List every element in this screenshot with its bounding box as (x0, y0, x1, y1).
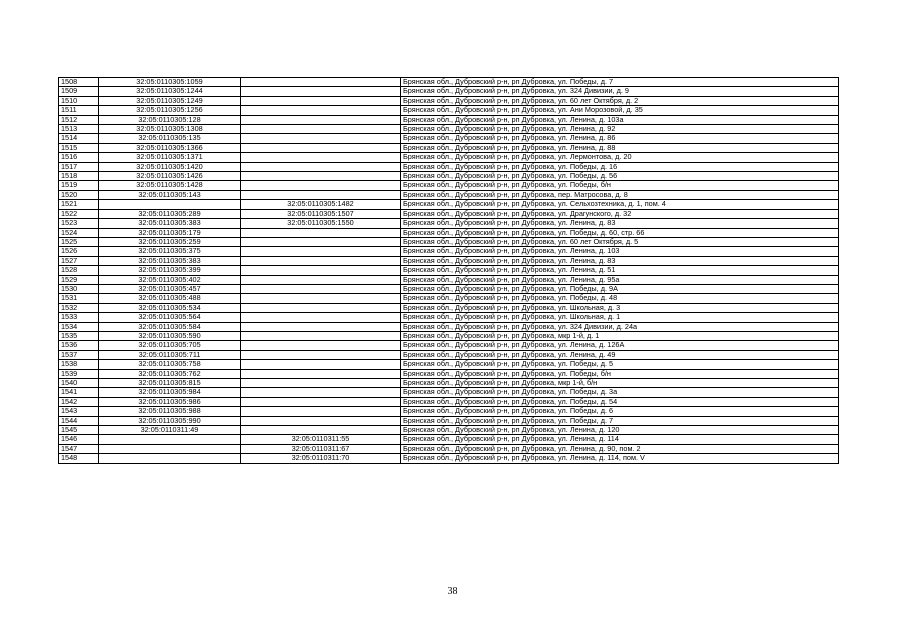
row-number-cell: 1544 (59, 416, 99, 425)
address-cell: Брянская обл., Дубровский р-н, рп Дубровка, ул. Победы, д. 7 (401, 78, 839, 87)
cadastral-number-cell: 32:05:0110305:457 (99, 284, 241, 293)
cadastral-number-cell: 32:05:0110305:1059 (99, 78, 241, 87)
cadastral-number-cell: 32:05:0110305:1426 (99, 172, 241, 181)
cadastral-number-cell: 32:05:0110305:534 (99, 303, 241, 312)
row-number-cell: 1510 (59, 96, 99, 105)
address-cell: Брянская обл., Дубровский р-н, рп Дубровка, ул. Победы, д. 54 (401, 397, 839, 406)
row-number-cell: 1515 (59, 143, 99, 152)
related-cadastral-number-cell (241, 172, 401, 181)
table-row (59, 388, 839, 397)
table-row (59, 407, 839, 416)
table-row (59, 87, 839, 96)
table-row (59, 162, 839, 171)
registry-table-body (59, 78, 839, 464)
table-row (59, 143, 839, 152)
table-row (59, 134, 839, 143)
row-number-cell: 1523 (59, 219, 99, 228)
row-number-cell: 1546 (59, 435, 99, 444)
cadastral-number-cell (99, 435, 241, 444)
cadastral-number-cell: 32:05:0110305:1371 (99, 153, 241, 162)
cadastral-number-cell: 32:05:0110305:986 (99, 397, 241, 406)
address-cell: Брянская обл., Дубровский р-н, рп Дубровка, ул. 60 лет Октября, д. 5 (401, 237, 839, 246)
address-cell: Брянская обл., Дубровский р-н, рп Дубровка, ул. Победы, д. 3а (401, 388, 839, 397)
cadastral-number-cell: 32:05:0110305:135 (99, 134, 241, 143)
address-cell: Брянская обл., Дубровский р-н, рп Дубровка, пер. Матросова, д. 8 (401, 190, 839, 199)
related-cadastral-number-cell (241, 181, 401, 190)
related-cadastral-number-cell (241, 247, 401, 256)
address-cell: Брянская обл., Дубровский р-н, рп Дубровка, ул. Победы, д. 9А (401, 284, 839, 293)
table-row (59, 379, 839, 388)
address-cell: Брянская обл., Дубровский р-н, рп Дубровка, ул. Школьная, д. 3 (401, 303, 839, 312)
row-number-cell: 1518 (59, 172, 99, 181)
row-number-cell: 1541 (59, 388, 99, 397)
related-cadastral-number-cell (241, 294, 401, 303)
row-number-cell: 1525 (59, 237, 99, 246)
address-cell: Брянская обл., Дубровский р-н, рп Дубровка, ул. Ленина, д. 83 (401, 256, 839, 265)
cadastral-number-cell: 32:05:0110305:402 (99, 275, 241, 284)
row-number-cell: 1516 (59, 153, 99, 162)
address-cell: Брянская обл., Дубровский р-н, рп Дубровка, ул. Драгунского, д. 32 (401, 209, 839, 218)
table-row (59, 228, 839, 237)
row-number-cell: 1545 (59, 426, 99, 435)
related-cadastral-number-cell: 32:05:0110311:70 (241, 454, 401, 463)
related-cadastral-number-cell (241, 96, 401, 105)
cadastral-number-cell: 32:05:0110305:488 (99, 294, 241, 303)
related-cadastral-number-cell (241, 426, 401, 435)
cadastral-number-cell: 32:05:0110311:49 (99, 426, 241, 435)
related-cadastral-number-cell (241, 115, 401, 124)
row-number-cell: 1519 (59, 181, 99, 190)
row-number-cell: 1520 (59, 190, 99, 199)
table-row (59, 426, 839, 435)
cadastral-number-cell: 32:05:0110305:984 (99, 388, 241, 397)
related-cadastral-number-cell (241, 313, 401, 322)
cadastral-number-cell: 32:05:0110305:375 (99, 247, 241, 256)
related-cadastral-number-cell (241, 162, 401, 171)
cadastral-number-cell: 32:05:0110305:259 (99, 237, 241, 246)
row-number-cell: 1542 (59, 397, 99, 406)
address-cell: Брянская обл., Дубровский р-н, рп Дубровка, ул. Ленина, д. 90, пом. 2 (401, 444, 839, 453)
related-cadastral-number-cell: 32:05:0110305:1482 (241, 200, 401, 209)
cadastral-number-cell: 32:05:0110305:705 (99, 341, 241, 350)
related-cadastral-number-cell (241, 360, 401, 369)
table-row (59, 190, 839, 199)
table-row (59, 247, 839, 256)
table-row (59, 275, 839, 284)
address-cell: Брянская обл., Дубровский р-н, рп Дубровка, ул. Победы, б/н (401, 369, 839, 378)
table-row (59, 322, 839, 331)
related-cadastral-number-cell (241, 125, 401, 134)
address-cell: Брянская обл., Дубровский р-н, рп Дубровка, ул. Ленина, д. 49 (401, 350, 839, 359)
address-cell: Брянская обл., Дубровский р-н, рп Дубровка, ул. Лермонтова, д. 20 (401, 153, 839, 162)
related-cadastral-number-cell (241, 275, 401, 284)
related-cadastral-number-cell (241, 331, 401, 340)
cadastral-number-cell: 32:05:0110305:1428 (99, 181, 241, 190)
row-number-cell: 1512 (59, 115, 99, 124)
table-row (59, 153, 839, 162)
address-cell: Брянская обл., Дубровский р-н, рп Дубровка, ул. Ленина, д. 51 (401, 266, 839, 275)
related-cadastral-number-cell (241, 190, 401, 199)
table-row (59, 444, 839, 453)
table-row (59, 209, 839, 218)
address-cell: Брянская обл., Дубровский р-н, рп Дубровка, ул. Победы, б/н (401, 181, 839, 190)
related-cadastral-number-cell (241, 284, 401, 293)
table-row (59, 219, 839, 228)
related-cadastral-number-cell (241, 106, 401, 115)
address-cell: Брянская обл., Дубровский р-н, рп Дубровка, ул. Ленина, д. 83 (401, 219, 839, 228)
row-number-cell: 1508 (59, 78, 99, 87)
row-number-cell: 1517 (59, 162, 99, 171)
table-row (59, 115, 839, 124)
address-cell: Брянская обл., Дубровский р-н, рп Дубровка, ул. Ленина, д. 103а (401, 115, 839, 124)
address-cell: Брянская обл., Дубровский р-н, рп Дубровка, ул. Ленина, д. 114, пом. V (401, 454, 839, 463)
cadastral-number-cell: 32:05:0110305:758 (99, 360, 241, 369)
cadastral-number-cell: 32:05:0110305:143 (99, 190, 241, 199)
related-cadastral-number-cell (241, 322, 401, 331)
cadastral-number-cell: 32:05:0110305:1244 (99, 87, 241, 96)
cadastral-number-cell: 32:05:0110305:1366 (99, 143, 241, 152)
row-number-cell: 1547 (59, 444, 99, 453)
table-row (59, 125, 839, 134)
table-row (59, 350, 839, 359)
related-cadastral-number-cell (241, 87, 401, 96)
address-cell: Брянская обл., Дубровский р-н, рп Дубровка, ул. Сельхозтехника, д. 1, пом. 4 (401, 200, 839, 209)
table-row (59, 256, 839, 265)
row-number-cell: 1534 (59, 322, 99, 331)
related-cadastral-number-cell: 32:05:0110305:1507 (241, 209, 401, 218)
row-number-cell: 1548 (59, 454, 99, 463)
cadastral-registry-table (58, 77, 839, 464)
cadastral-number-cell: 32:05:0110305:128 (99, 115, 241, 124)
table-row (59, 435, 839, 444)
table-row (59, 416, 839, 425)
table-row (59, 200, 839, 209)
address-cell: Брянская обл., Дубровский р-н, рп Дубровка, ул. Ленина, д. 126А (401, 341, 839, 350)
cadastral-number-cell: 32:05:0110305:399 (99, 266, 241, 275)
cadastral-number-cell: 32:05:0110305:990 (99, 416, 241, 425)
row-number-cell: 1524 (59, 228, 99, 237)
page-number: 38 (447, 586, 458, 597)
table-row (59, 237, 839, 246)
row-number-cell: 1514 (59, 134, 99, 143)
row-number-cell: 1532 (59, 303, 99, 312)
address-cell: Брянская обл., Дубровский р-н, рп Дубровка, ул. Победы, д. 7 (401, 416, 839, 425)
cadastral-number-cell: 32:05:0110305:711 (99, 350, 241, 359)
related-cadastral-number-cell (241, 134, 401, 143)
address-cell: Брянская обл., Дубровский р-н, рп Дубровка, ул. Ленина, д. 103 (401, 247, 839, 256)
address-cell: Брянская обл., Дубровский р-н, рп Дубровка, ул. 60 лет Октября, д. 2 (401, 96, 839, 105)
row-number-cell: 1529 (59, 275, 99, 284)
related-cadastral-number-cell (241, 397, 401, 406)
row-number-cell: 1521 (59, 200, 99, 209)
address-cell: Брянская обл., Дубровский р-н, рп Дубровка, ул. Победы, д. 56 (401, 172, 839, 181)
address-cell: Брянская обл., Дубровский р-н, рп Дубровка, ул. Победы, д. 60, стр. 66 (401, 228, 839, 237)
row-number-cell: 1536 (59, 341, 99, 350)
address-cell: Брянская обл., Дубровский р-н, рп Дубровка, мкр 1-й, д. 1 (401, 331, 839, 340)
address-cell: Брянская обл., Дубровский р-н, рп Дубровка, ул. Победы, д. 6 (401, 407, 839, 416)
row-number-cell: 1511 (59, 106, 99, 115)
cadastral-number-cell: 32:05:0110305:179 (99, 228, 241, 237)
address-cell: Брянская обл., Дубровский р-н, рп Дубровка, ул. 324 Дивизии, д. 24а (401, 322, 839, 331)
table-row (59, 181, 839, 190)
address-cell: Брянская обл., Дубровский р-н, рп Дубровка, ул. Победы, д. 16 (401, 162, 839, 171)
related-cadastral-number-cell: 32:05:0110305:1550 (241, 219, 401, 228)
table-row (59, 294, 839, 303)
cadastral-number-cell: 32:05:0110305:1256 (99, 106, 241, 115)
related-cadastral-number-cell (241, 256, 401, 265)
related-cadastral-number-cell (241, 369, 401, 378)
table-row (59, 266, 839, 275)
address-cell: Брянская обл., Дубровский р-н, рп Дубровка, ул. Ленина, д. 120 (401, 426, 839, 435)
address-cell: Брянская обл., Дубровский р-н, рп Дубровка, ул. Ленина, д. 86 (401, 134, 839, 143)
table-row (59, 360, 839, 369)
related-cadastral-number-cell: 32:05:0110311:55 (241, 435, 401, 444)
table-row (59, 284, 839, 293)
address-cell: Брянская обл., Дубровский р-н, рп Дубровка, ул. Ленина, д. 92 (401, 125, 839, 134)
related-cadastral-number-cell (241, 228, 401, 237)
address-cell: Брянская обл., Дубровский р-н, рп Дубровка, ул. 324 Дивизии, д. 9 (401, 87, 839, 96)
row-number-cell: 1513 (59, 125, 99, 134)
related-cadastral-number-cell (241, 407, 401, 416)
row-number-cell: 1526 (59, 247, 99, 256)
table-row (59, 341, 839, 350)
table-row (59, 397, 839, 406)
row-number-cell: 1528 (59, 266, 99, 275)
address-cell: Брянская обл., Дубровский р-н, рп Дубровка, ул. Победы, д. 5 (401, 360, 839, 369)
row-number-cell: 1509 (59, 87, 99, 96)
related-cadastral-number-cell (241, 266, 401, 275)
cadastral-number-cell: 32:05:0110305:1308 (99, 125, 241, 134)
cadastral-number-cell: 32:05:0110305:762 (99, 369, 241, 378)
related-cadastral-number-cell (241, 341, 401, 350)
cadastral-number-cell (99, 454, 241, 463)
row-number-cell: 1539 (59, 369, 99, 378)
cadastral-number-cell (99, 444, 241, 453)
row-number-cell: 1535 (59, 331, 99, 340)
row-number-cell: 1533 (59, 313, 99, 322)
table-row (59, 331, 839, 340)
table-row (59, 172, 839, 181)
table-row (59, 106, 839, 115)
row-number-cell: 1527 (59, 256, 99, 265)
row-number-cell: 1538 (59, 360, 99, 369)
cadastral-number-cell: 32:05:0110305:584 (99, 322, 241, 331)
table-row (59, 454, 839, 463)
cadastral-number-cell: 32:05:0110305:1420 (99, 162, 241, 171)
row-number-cell: 1540 (59, 379, 99, 388)
address-cell: Брянская обл., Дубровский р-н, рп Дубровка, ул. Ленина, д. 88 (401, 143, 839, 152)
table-row (59, 313, 839, 322)
address-cell: Брянская обл., Дубровский р-н, рп Дубровка, ул. Победы, д. 48 (401, 294, 839, 303)
cadastral-number-cell: 32:05:0110305:564 (99, 313, 241, 322)
row-number-cell: 1522 (59, 209, 99, 218)
row-number-cell: 1530 (59, 284, 99, 293)
table-row (59, 78, 839, 87)
address-cell: Брянская обл., Дубровский р-н, рп Дубровка, ул. Ленина, д. 95а (401, 275, 839, 284)
cadastral-number-cell: 32:05:0110305:289 (99, 209, 241, 218)
cadastral-number-cell: 32:05:0110305:590 (99, 331, 241, 340)
cadastral-number-cell: 32:05:0110305:988 (99, 407, 241, 416)
related-cadastral-number-cell (241, 153, 401, 162)
row-number-cell: 1531 (59, 294, 99, 303)
row-number-cell: 1543 (59, 407, 99, 416)
table-row (59, 96, 839, 105)
address-cell: Брянская обл., Дубровский р-н, рп Дубровка, ул. Школьная, д. 1 (401, 313, 839, 322)
cadastral-number-cell: 32:05:0110305:383 (99, 256, 241, 265)
cadastral-number-cell (99, 200, 241, 209)
cadastral-number-cell: 32:05:0110305:815 (99, 379, 241, 388)
address-cell: Брянская обл., Дубровский р-н, рп Дубровка, ул. Ани Морозовой, д. 35 (401, 106, 839, 115)
address-cell: Брянская обл., Дубровский р-н, рп Дубровка, мкр 1-й, б/н (401, 379, 839, 388)
related-cadastral-number-cell: 32:05:0110311:67 (241, 444, 401, 453)
related-cadastral-number-cell (241, 416, 401, 425)
related-cadastral-number-cell (241, 237, 401, 246)
cadastral-number-cell: 32:05:0110305:1249 (99, 96, 241, 105)
table-row (59, 369, 839, 378)
related-cadastral-number-cell (241, 143, 401, 152)
address-cell: Брянская обл., Дубровский р-н, рп Дубровка, ул. Ленина, д. 114 (401, 435, 839, 444)
cadastral-number-cell: 32:05:0110305:383 (99, 219, 241, 228)
related-cadastral-number-cell (241, 78, 401, 87)
row-number-cell: 1537 (59, 350, 99, 359)
related-cadastral-number-cell (241, 350, 401, 359)
related-cadastral-number-cell (241, 379, 401, 388)
related-cadastral-number-cell (241, 303, 401, 312)
related-cadastral-number-cell (241, 388, 401, 397)
table-row (59, 303, 839, 312)
